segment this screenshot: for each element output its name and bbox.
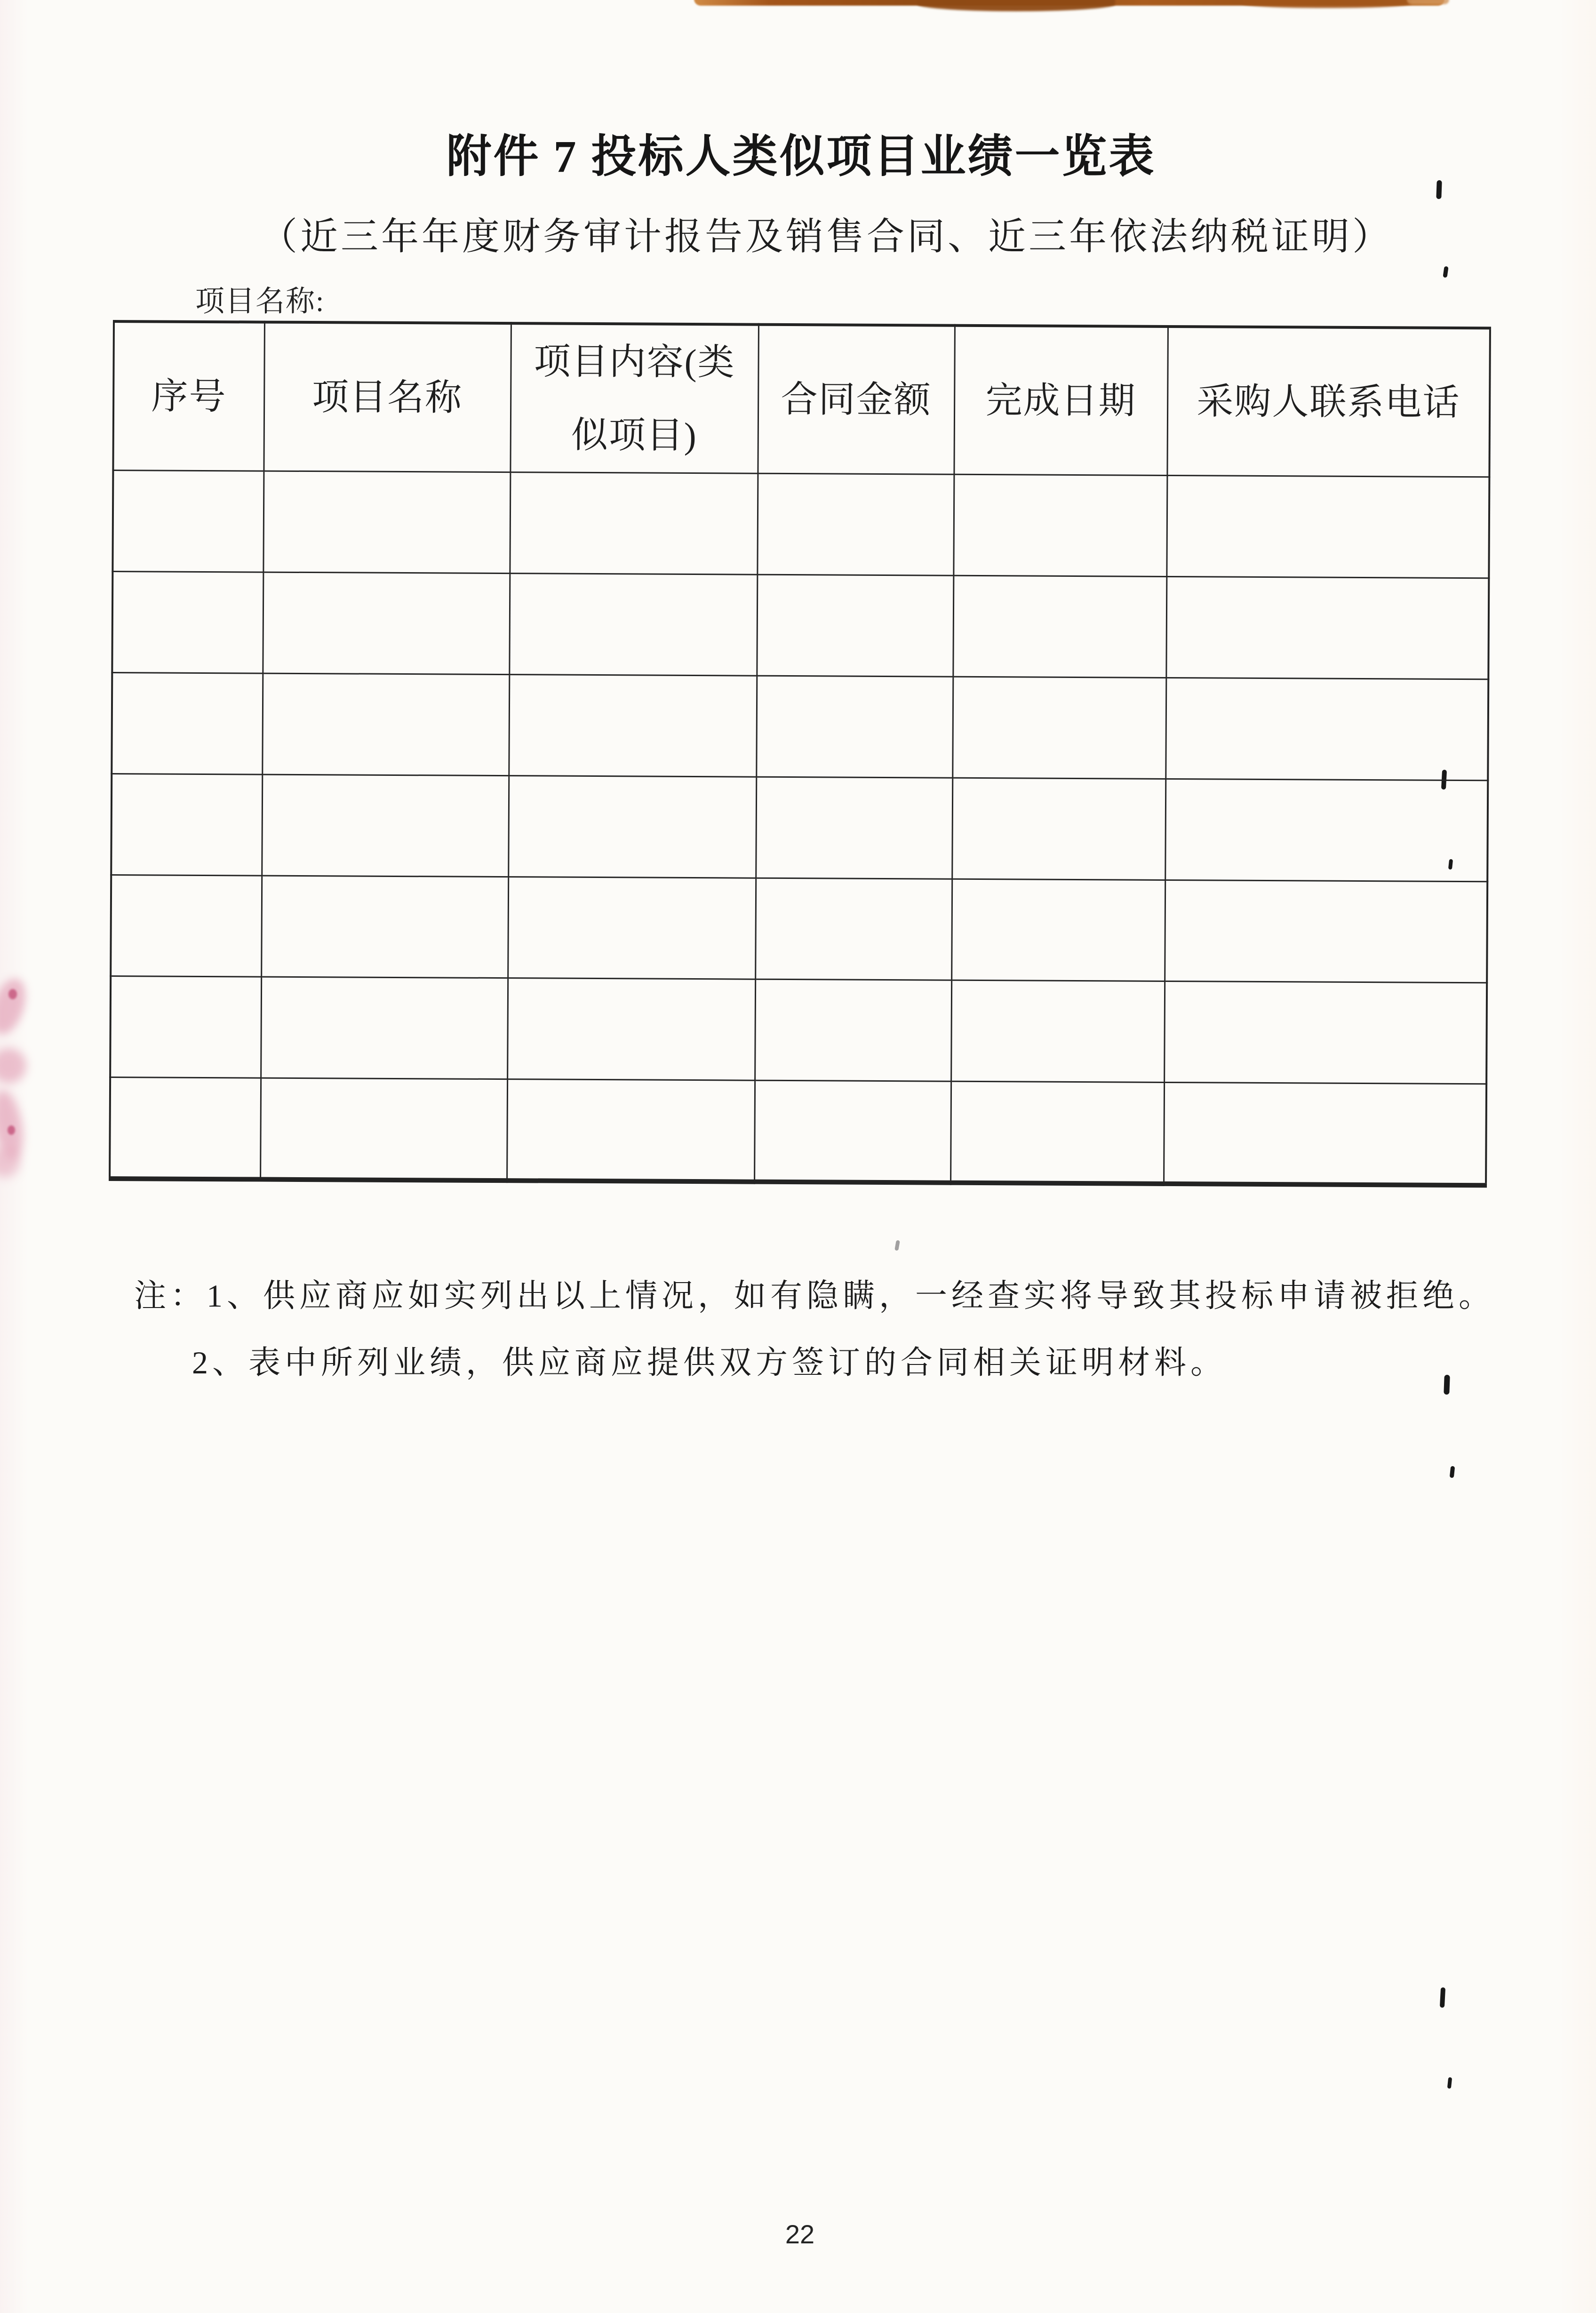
table-body (110, 471, 1489, 1185)
table-row (111, 774, 1488, 881)
pink-smudge (0, 1147, 20, 1177)
table-empty-cell (756, 777, 952, 879)
table-header-row (113, 321, 1490, 477)
table-empty-cell (1166, 576, 1489, 679)
table-empty-cell (757, 574, 953, 677)
scan-speck (894, 1240, 900, 1251)
table-row (112, 471, 1489, 578)
ink-smudge (1407, 0, 1449, 4)
table-empty-cell (260, 1078, 507, 1180)
table-empty-cell (507, 1079, 755, 1182)
ink-smudge (918, 0, 1115, 11)
table-empty-cell (110, 976, 261, 1078)
table-empty-cell (263, 471, 510, 574)
table-row (110, 1077, 1486, 1185)
table-row (112, 673, 1488, 781)
table-empty-cell (1164, 981, 1487, 1084)
table-empty-cell (112, 572, 263, 674)
page-title: 附件 7 投标人类似项目业绩一览表 (446, 131, 1156, 182)
table-header-cell: 合同金额 (758, 325, 955, 475)
table-empty-cell (263, 572, 510, 675)
scan-tick-mark (1450, 1466, 1455, 1478)
pink-smudge-dot (8, 1125, 15, 1135)
table-empty-cell (951, 879, 1165, 981)
table-empty-cell (754, 1080, 951, 1182)
table-empty-cell (509, 574, 757, 676)
table-empty-cell (755, 979, 951, 1081)
table-empty-cell (510, 472, 758, 575)
table-empty-cell (951, 980, 1165, 1082)
table-empty-cell (1165, 880, 1487, 982)
table-empty-cell (111, 875, 262, 977)
table-empty-cell (507, 978, 755, 1081)
table-row (111, 875, 1487, 982)
table-header-cell: 完成日期 (954, 326, 1168, 476)
scan-tick-mark (1440, 1987, 1445, 2008)
note-line-1: 注：1、供应商应如实列出以上情况，如有隐瞒，一经查实将导致其投标申请被拒绝。 (134, 1278, 1495, 1314)
table-empty-cell (1165, 779, 1488, 881)
table-empty-cell (112, 673, 263, 775)
table-empty-cell (1164, 1082, 1486, 1185)
pink-smudge (0, 1048, 26, 1083)
table-empty-cell (952, 677, 1166, 779)
table-empty-cell (757, 473, 954, 575)
scan-tick-mark (1443, 266, 1448, 278)
table-empty-cell (756, 676, 953, 778)
table-empty-cell (952, 778, 1165, 880)
table-empty-cell (112, 471, 263, 573)
table-empty-cell (261, 876, 508, 978)
table-header-cell: 项目内容(类 似项目) (510, 323, 758, 473)
table-empty-cell (953, 575, 1166, 678)
table-header-cell: 项目名称 (263, 322, 511, 472)
table-header-cell: 序号 (113, 321, 264, 471)
table-empty-cell (262, 673, 509, 776)
scan-tick-mark (1447, 2077, 1452, 2089)
ink-smudge (1242, 0, 1412, 8)
pink-smudge-dot (8, 989, 17, 999)
table-empty-cell (110, 1077, 261, 1179)
scan-tick-mark (1444, 1375, 1450, 1395)
ink-smudge (694, 0, 1444, 6)
page-subtitle: （近三年年度财务审计报告及销售合同、近三年依法纳税证明） (260, 216, 1393, 258)
table-row (110, 976, 1487, 1084)
table-empty-cell (508, 776, 756, 878)
table-empty-cell (1166, 475, 1489, 578)
table-empty-cell (261, 977, 508, 1079)
pink-smudge (0, 1088, 28, 1162)
performance-table (109, 320, 1491, 1188)
table-empty-cell (509, 675, 757, 777)
table-empty-cell (111, 774, 262, 876)
table-empty-cell (262, 774, 509, 877)
table-empty-cell (950, 1081, 1164, 1183)
table-header-cell: 采购人联系电话 (1167, 327, 1490, 477)
pink-smudge (0, 974, 32, 1038)
table-empty-cell (755, 878, 952, 980)
project-name-label: 项目名称: (195, 286, 325, 318)
table-empty-cell (508, 877, 756, 980)
page-number: 22 (785, 2219, 815, 2249)
table-empty-cell (1165, 678, 1488, 780)
table-empty-cell (953, 474, 1167, 576)
note-line-2: 2、表中所列业绩，供应商应提供双方签订的合同相关证明材料。 (192, 1345, 1227, 1380)
table-row (112, 572, 1489, 679)
